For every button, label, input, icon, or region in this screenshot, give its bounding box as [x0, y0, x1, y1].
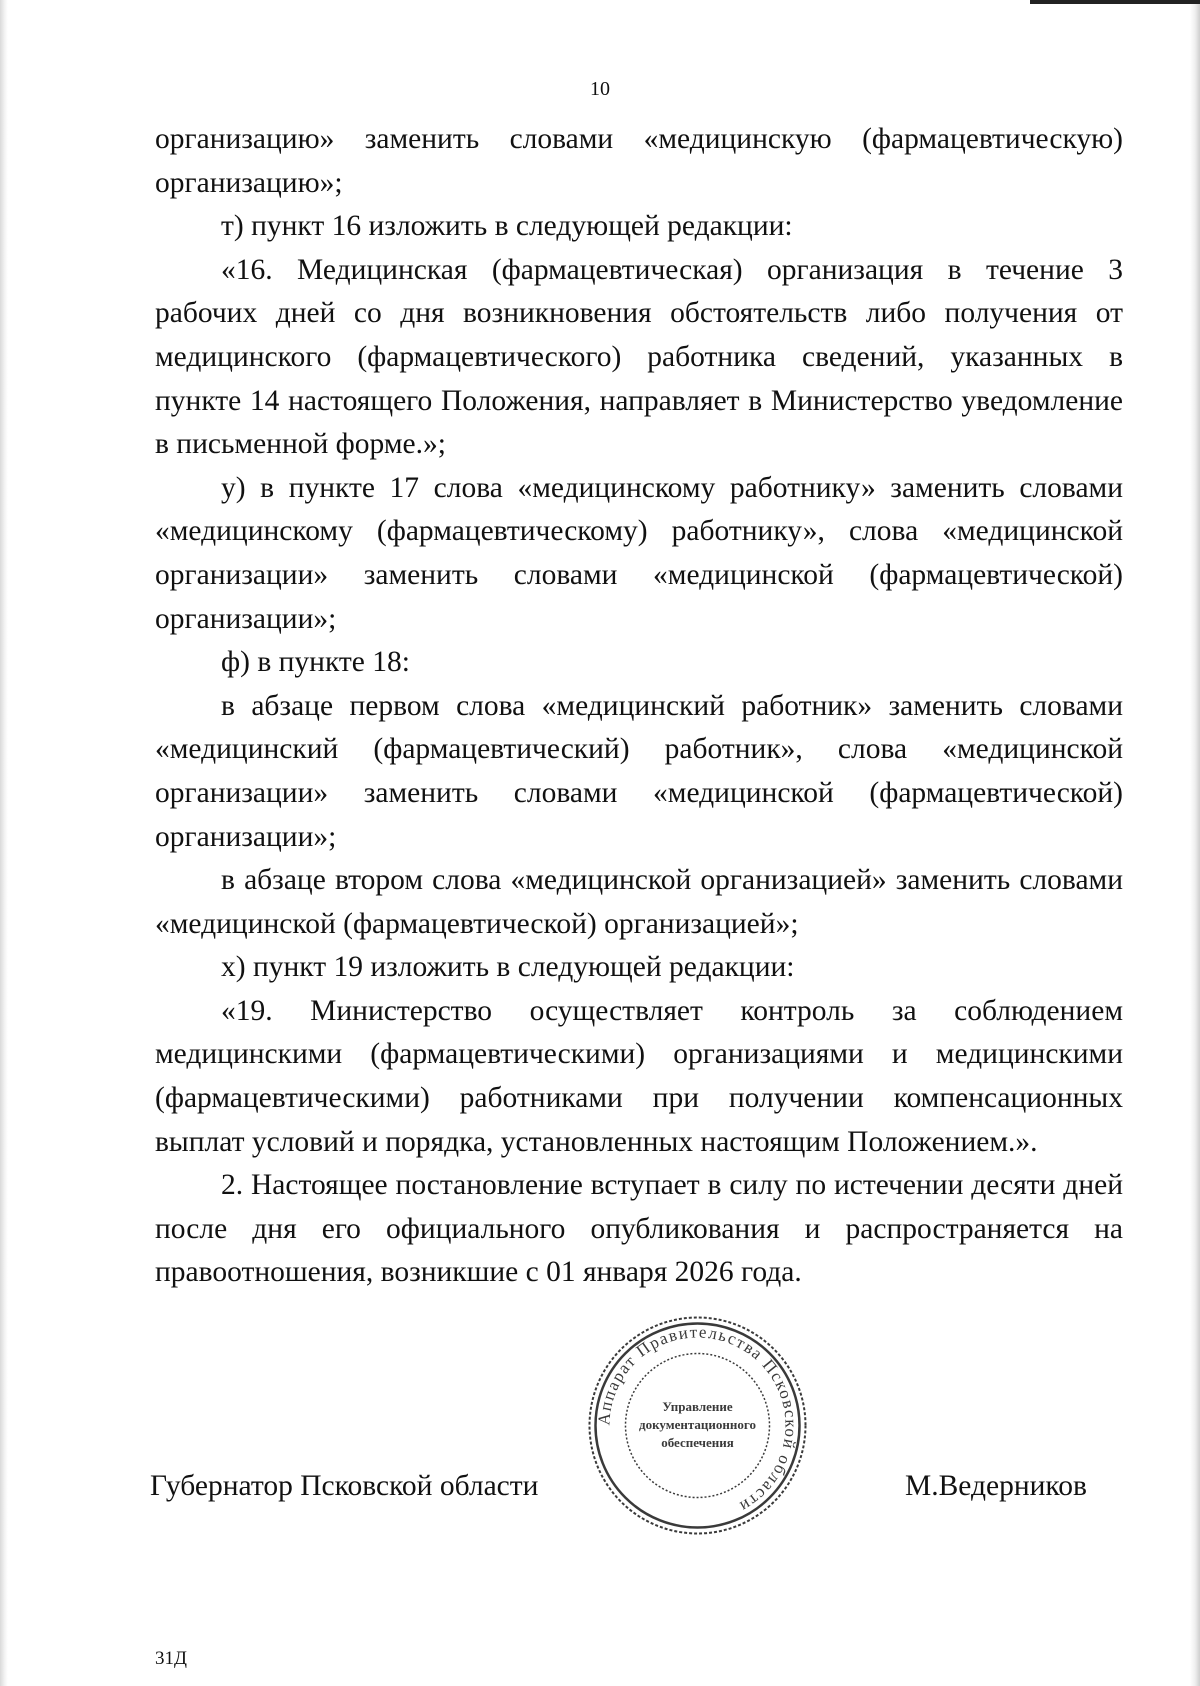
paragraph: у) в пункте 17 слова «медицинскому работнику» заменить словами «медицинскому (фармацевтическому) работнику», слова «медицинской организации» заменить словами «медицинской (фармацевтической) организации»; [155, 471, 1123, 635]
paragraph: в абзаце втором слова «медицинской организацией» заменить словами «медицинской (фармацевтической) организацией»; [155, 864, 1123, 940]
document-code: 31Д [155, 1648, 187, 1669]
signer-name: М.Ведерников [905, 1470, 1087, 1502]
seal-inner-line: документационного [639, 1417, 756, 1432]
paragraph: ф) в пункте 18: [221, 646, 410, 679]
seal-inner-line: обеспечения [661, 1435, 734, 1450]
scan-edge-left [0, 0, 8, 1686]
paragraph: «19. Министерство осуществляет контроль за соблюдением медицинскими (фармацевтическими) организациями и медицинскими (фармацевтическими) работниками при получении компенсационных выплат условий и порядка, установленных настоящим Положением.». [155, 994, 1123, 1158]
page-number: 10 [590, 78, 610, 100]
paragraph: т) пункт 16 изложить в следующей редакции: [221, 210, 793, 243]
seal-outer-text: Аппарат Правительства Псковской области [594, 1322, 801, 1517]
paragraph: «16. Медицинская (фармацевтическая) организация в течение 3 рабочих дней со дня возникновения обстоятельств либо получения от медицинского (фармацевтического) работника сведений, указанных в пункте 14 настоящего Положения, направляет в Министерство уведомление в письменной форме.»; [155, 253, 1123, 461]
paragraph: в абзаце первом слова «медицинский работник» заменить словами «медицинский (фармацевтический) работник», слова «медицинской организации» заменить словами «медицинской (фармацевтической) организации»; [155, 689, 1123, 853]
scan-edge-top [1030, 0, 1200, 4]
paragraph: организацию» заменить словами «медицинскую (фармацевтическую) организацию»; [155, 123, 1123, 199]
paragraph: 2. Настоящее постановление вступает в силу по истечении десяти дней после дня его официального опубликования и распространяется на правоотношения, возникшие с 01 января 2026 года. [155, 1169, 1123, 1289]
paragraph: х) пункт 19 изложить в следующей редакции: [221, 951, 795, 984]
official-seal [585, 1313, 810, 1538]
document-body [155, 118, 1123, 1295]
seal-inner-line: Управление [662, 1399, 733, 1414]
scan-edge-right [1190, 0, 1200, 1686]
signer-title: Губернатор Псковской области [150, 1470, 539, 1502]
